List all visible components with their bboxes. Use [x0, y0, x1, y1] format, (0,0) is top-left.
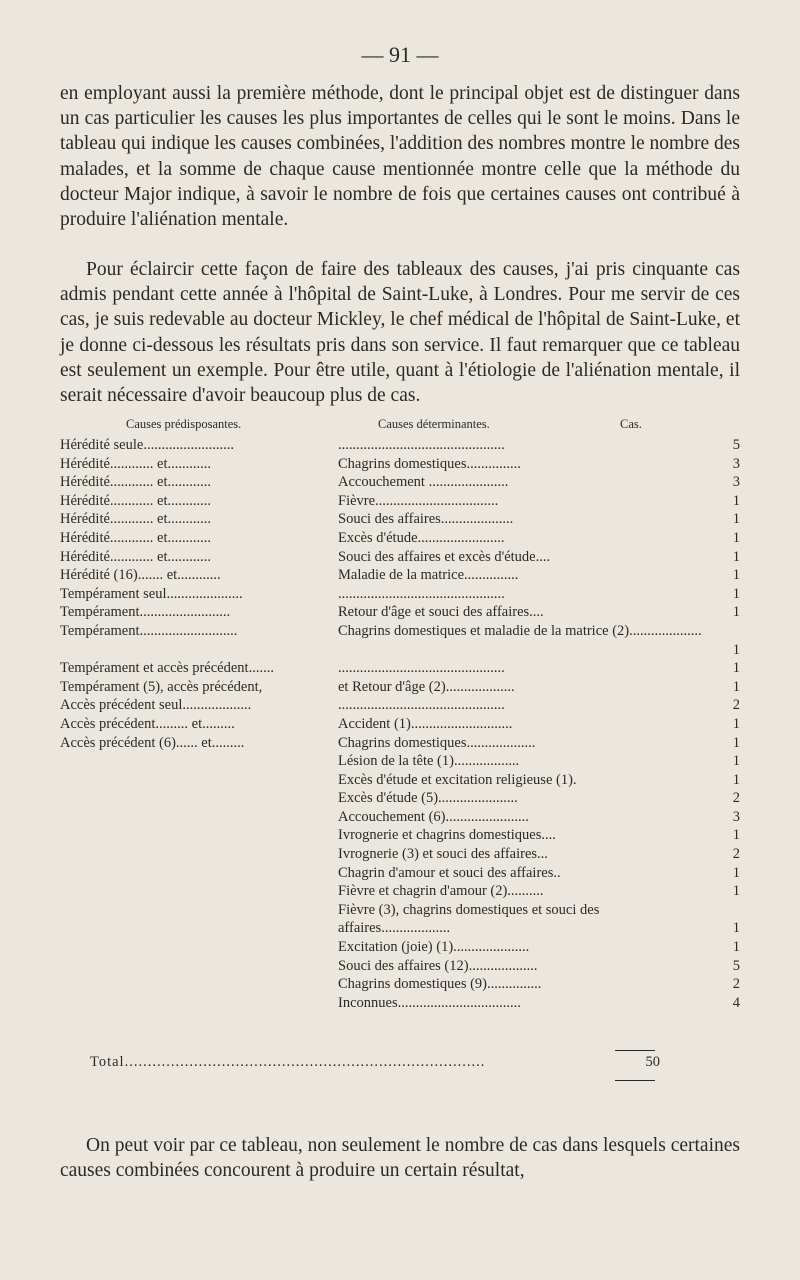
predisposing-cause-cell [60, 845, 338, 864]
determining-cause-cell: Excès d'étude........................ [338, 529, 505, 546]
causes-table [60, 436, 740, 1012]
cases-cell: 1 [732, 660, 740, 677]
cases-cell: 1 [732, 939, 740, 956]
table-row [60, 548, 740, 567]
determining-cause-cell: et Retour d'âge (2)................... [338, 678, 515, 695]
determining-cause-cell: Maladie de la matrice............... [338, 567, 519, 584]
predisposing-cause-cell [60, 826, 338, 845]
predisposing-cause-cell: Hérédité seule......................... [60, 437, 234, 453]
table-row [60, 696, 740, 715]
determining-cause-cell: Chagrins domestiques............... [338, 455, 521, 472]
total-value: 50 [645, 1054, 660, 1070]
table-row [60, 734, 740, 753]
predisposing-cause-cell [60, 901, 338, 938]
cases-cell: 1 [732, 827, 740, 844]
predisposing-cause-cell [60, 864, 338, 883]
table-row [60, 789, 740, 808]
determining-cause-cell: Chagrins domestiques et maladie de la matrice (2).................... [338, 622, 702, 639]
cases-cell: 1 [732, 567, 740, 584]
cases-cell: 1 [732, 585, 740, 602]
cases-cell: 1 [732, 678, 740, 695]
determining-cause-cell: Fièvre (3), chagrins domestiques et souci des affaires................... [338, 901, 600, 937]
determining-cause-cell: Souci des affaires et excès d'étude.... [338, 548, 551, 565]
determining-cause-cell: Accouchement (6)....................... [338, 808, 529, 825]
determining-cause-cell: Excès d'étude (5)...................... [338, 790, 518, 807]
table-row [60, 715, 740, 734]
determining-cause-cell: Souci des affaires.................... [338, 511, 514, 528]
table-row [60, 566, 740, 585]
table-row [60, 957, 740, 976]
paragraph-3: On peut voir par ce tableau, non seulement le nombre de cas dans lesquels certaines causes combinées concourent à produire un certain résultat, [60, 1135, 740, 1182]
table-row [60, 585, 740, 604]
determining-cause-cell: .............................................. [338, 697, 505, 714]
predisposing-cause-cell: Tempérament......................... [60, 604, 231, 621]
predisposing-cause-cell [60, 752, 338, 771]
table-row [60, 492, 740, 511]
page-number: — 91 — [361, 42, 439, 67]
determining-cause-cell: Fièvre et chagrin d'amour (2).......... [338, 883, 544, 900]
cases-cell: 4 [732, 994, 740, 1011]
paragraph-1: en employant aussi la première méthode, dont le principal objet est de distinguer dans un cas particulier les causes les plus importantes de celles qui le sont le moins. Dans le tableau qui indique les causes combinées, l'addition des nombres montre le nombre des malades, et la somme de chaque cause mentionnée montre celle que la méthode du docteur Major indique, à savoir le nombre de fois que certaines causes ont contribué à produire l'aliénation mentale. [60, 83, 740, 231]
determining-cause-cell: Ivrognerie et chagrins domestiques.... [338, 827, 556, 844]
cases-cell: 1 [732, 511, 740, 528]
predisposing-cause-cell: Hérédité (16)....... et............ [60, 567, 221, 584]
predisposing-cause-cell: Tempérament........................... [60, 622, 238, 639]
cases-cell: 5 [732, 957, 740, 974]
header-cases: Cas. [620, 417, 642, 431]
predisposing-cause-cell: Accès précédent seul................... [60, 697, 252, 714]
table-row [60, 771, 740, 790]
table-row [60, 826, 740, 845]
predisposing-cause-cell [60, 882, 338, 901]
determining-cause-cell: Excès d'étude et excitation religieuse (1). [338, 771, 577, 788]
predisposing-cause-cell: Hérédité............ et............ [60, 474, 212, 491]
predisposing-cause-cell: Hérédité............ et............ [60, 548, 212, 565]
cases-cell: 1 [732, 864, 740, 881]
determining-cause-cell: .............................................. [338, 585, 505, 602]
predisposing-cause-cell: Tempérament seul..................... [60, 585, 243, 602]
predisposing-cause-cell [60, 957, 338, 976]
table-row [60, 994, 740, 1013]
predisposing-cause-cell [60, 994, 338, 1013]
header-determining-causes: Causes déterminantes. [378, 417, 490, 431]
predisposing-cause-cell: Tempérament et accès précédent....... [60, 660, 274, 677]
table-row [60, 752, 740, 771]
cases-cell: 1 [732, 734, 740, 751]
table-row [60, 455, 740, 474]
predisposing-cause-cell: Hérédité............ et............ [60, 492, 212, 509]
header-predisposing-causes: Causes prédisposantes. [126, 417, 242, 431]
table-row [60, 510, 740, 529]
determining-cause-cell: Accouchement ...................... [338, 474, 509, 491]
cases-cell: 1 [732, 920, 740, 937]
table-row [60, 864, 740, 883]
determining-cause-cell: Retour d'âge et souci des affaires.... [338, 604, 544, 621]
cases-cell: 1 [732, 641, 740, 658]
total-label: Total.............................................................................. [90, 1054, 486, 1070]
determining-cause-cell: Chagrins domestiques................... [338, 734, 536, 751]
cases-cell: 3 [732, 474, 740, 491]
cases-cell: 1 [732, 715, 740, 732]
determining-cause-cell: Ivrognerie (3) et souci des affaires... [338, 846, 548, 863]
determining-cause-cell: Inconnues.................................. [338, 994, 521, 1011]
predisposing-cause-cell [60, 808, 338, 827]
table-row [60, 622, 740, 659]
cases-cell: 2 [732, 976, 740, 993]
cases-cell: 1 [732, 883, 740, 900]
table-row [60, 473, 740, 492]
determining-cause-cell: Excitation (joie) (1)..................... [338, 939, 530, 956]
table-row [60, 901, 740, 938]
cases-cell: 2 [732, 846, 740, 863]
predisposing-cause-cell [60, 975, 338, 994]
predisposing-cause-cell: Tempérament (5), accès précédent, [60, 678, 263, 695]
determining-cause-cell: Lésion de la tête (1).................. [338, 753, 520, 770]
cases-cell: 2 [732, 697, 740, 714]
predisposing-cause-cell [60, 771, 338, 790]
determining-cause-cell: .............................................. [338, 660, 505, 677]
cases-cell: 1 [732, 492, 740, 509]
determining-cause-cell: .............................................. [338, 437, 505, 453]
table-row [60, 678, 740, 697]
predisposing-cause-cell [60, 789, 338, 808]
determining-cause-cell: Fièvre.................................. [338, 492, 499, 509]
cases-cell: 3 [732, 808, 740, 825]
table-row [60, 975, 740, 994]
table-row [60, 808, 740, 827]
paragraph-2: Pour éclaircir cette façon de faire des tableaux des causes, j'ai pris cinquante cas admis pendant cette année à l'hôpital de Saint-Luke, à Londres. Pour me servir de ces cas, je suis redevable au docteur Mickley, le chef médical de l'hôpital de Saint-Luke, et je donne ci-dessous les résultats pris dans son service. Il faut remarquer que ce tableau est seulement un exemple. Pour être utile, quant à l'étiologie de l'aliénation mentale, il serait nécessaire d'avoir beaucoup plus de cas. [60, 259, 740, 407]
determining-cause-cell: Chagrins domestiques (9)............... [338, 976, 542, 993]
predisposing-cause-cell: Hérédité............ et............ [60, 455, 212, 472]
table-row [60, 938, 740, 957]
predisposing-cause-cell: Hérédité............ et............ [60, 529, 212, 546]
determining-cause-cell: Souci des affaires (12)................... [338, 957, 538, 974]
cases-cell: 3 [732, 455, 740, 472]
total-row [90, 1054, 660, 1071]
sum-rule [615, 1050, 655, 1051]
determining-cause-cell: Chagrin d'amour et souci des affaires.. [338, 864, 561, 881]
predisposing-cause-cell: Accès précédent......... et......... [60, 715, 235, 732]
cases-cell: 1 [732, 753, 740, 770]
sum-rule [615, 1080, 655, 1081]
cases-cell: 1 [732, 771, 740, 788]
table-row [60, 845, 740, 864]
table-row [60, 882, 740, 901]
cases-cell: 1 [732, 529, 740, 546]
cases-cell: 2 [732, 790, 740, 807]
table-row [60, 529, 740, 548]
predisposing-cause-cell: Accès précédent (6)...... et......... [60, 734, 245, 751]
predisposing-cause-cell [60, 938, 338, 957]
cases-cell: 1 [732, 604, 740, 621]
cases-cell: 5 [732, 437, 740, 453]
table-row [60, 603, 740, 622]
table-row [60, 659, 740, 678]
cases-cell: 1 [732, 548, 740, 565]
predisposing-cause-cell: Hérédité............ et............ [60, 511, 212, 528]
determining-cause-cell: Accident (1)............................ [338, 715, 513, 732]
table-row [60, 436, 740, 455]
